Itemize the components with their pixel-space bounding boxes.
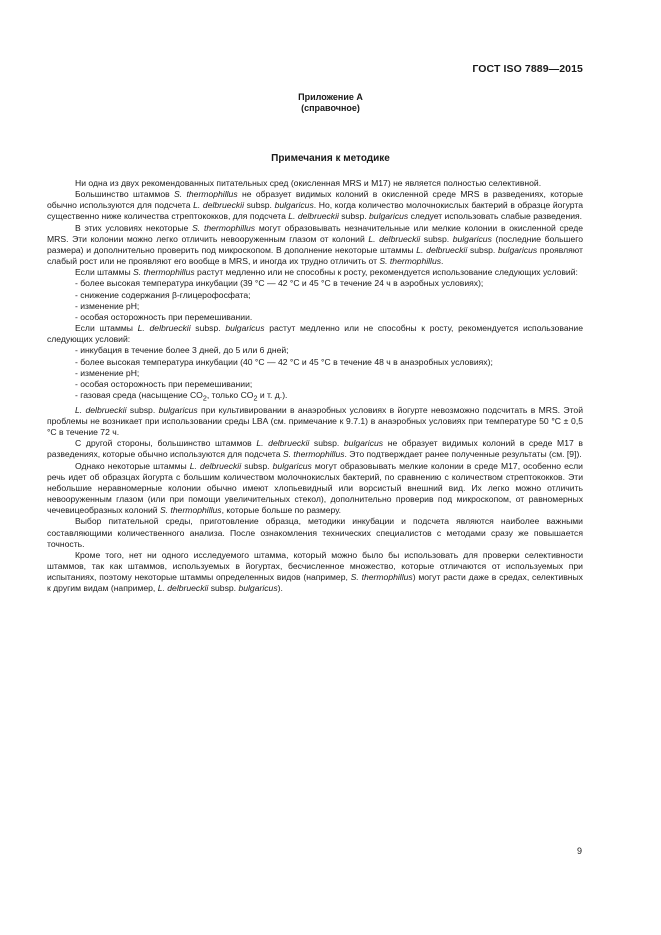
page-number: 9 xyxy=(576,846,582,856)
paragraph-4: Если штаммы S. thermophillus растут медленно или не способны к росту, рекомендуется использование следующих условий: xyxy=(75,267,578,278)
paragraph-10: Кроме того, нет ни одного исследуемого штамма, который можно было бы использовать для проверки селективности штаммов, так как штаммов, используемых в йогуртах, бесчисленное множество, которые отличаются от используемых при испытаниях, поэтому некоторые штаммы определенных видов (например, S. thermophillus) могут расти даже в средах, селективных к другим видам (например, L. delbrueckii subsp. bulgaricus). xyxy=(47,549,583,594)
list-item: - особая осторожность при перемешивании. xyxy=(75,311,253,322)
conditions-list-2 xyxy=(47,345,583,405)
paragraph-6: L. delbrueckii subsp. bulgaricus при культивировании в анаэробных условиях в йогурте невозможно подсчитать в MRS. Этой проблемы не возникает при использовании среды LBA (см. примечание к 9.7.1) в анаэробных условиях при температуре 50 °С ± 0,5 °С в течение 72 ч. xyxy=(47,404,583,438)
standard-header: ГОСТ ISO 7889—2015 xyxy=(472,63,583,75)
list-item: - изменение pH; xyxy=(75,367,140,378)
conditions-list-1 xyxy=(47,278,583,323)
section-title: Примечания к методике xyxy=(271,153,390,164)
list-item: - более высокая температура инкубации (40 °С — 42 °С и 45 °С в течение 48 ч в анаэробных условиях); xyxy=(75,356,493,367)
list-item: - более высокая температура инкубации (39 °С — 42 °С и 45 °С в течение 24 ч в аэробных условиях); xyxy=(75,278,484,289)
list-item: - инкубация в течение более 3 дней, до 5 или 6 дней; xyxy=(75,345,289,356)
annex-title: Приложение А xyxy=(298,92,363,102)
paragraph-3: В этих условиях некоторые S. thermophillus могут образовывать незначительные или мелкие колонии в окисленной среде MRS. Эти колонии можно легко отличить невооруженным глазом от колоний L. delbrueckii subsp. bulgaricus (последние большего размера) и дополнительно проверить под микроскопом. В дополнение некоторые штаммы L. delbrueckii subsp. bulgaricus проявляют слабый рост или не проявляют его вообще в MRS, и иногда их трудно отличить от S. thermophillus. xyxy=(47,222,584,267)
list-item: - снижение содержания β-глицерофосфата; xyxy=(75,289,251,300)
paragraph-1: Ни одна из двух рекомендованных питательных сред (окисленная MRS и M17) не является полностью селективной. xyxy=(75,178,542,188)
paragraph-9: Выбор питательной среды, приготовление образца, методики инкубации и подсчета являются наиболее важными составляющими количественного анализа. После ознакомления технических специалистов с методами сразу же повышается точность. xyxy=(47,516,583,549)
list-item-gas: - газовая среда (насыщение $CO_2$, только $CO_2$ и т. д.). xyxy=(75,389,288,403)
paragraph-5: Если штаммы L. delbrueckii subsp. bulgaricus растут медленно или не способны к росту, рекомендуется использование следующих условий: xyxy=(47,323,583,345)
paragraph-7: С другой стороны, большинство штаммов L. delbrueckii subsp. bulgaricus не образует видимых колоний в среде M17 в разведениях, которые обычно используются для подсчета S. thermophillus. Это подтверждает ранее полученные результаты (см. [9]). xyxy=(47,438,583,460)
list-item: - изменение pH; xyxy=(75,300,140,311)
paragraph-2: Большинство штаммов S. thermophillus не образует видимых колоний в окисленной среде MRS в разведениях, которые обычно используются для подсчета L. delbrueckii subsp. bulgaricus. Но, когда количество молочнокислых бактерий в образце йогурта существенно ниже количества стрептококков, для подсчета L. delbrueckii subsp. bulgaricus следует использовать слабые разведения. xyxy=(47,189,584,222)
paragraph-8: Однако некоторые штаммы L. delbrueckii subsp. bulgaricus могут образовывать мелкие колонии в среде M17, особенно если речь идет об образцах йогурта с большим количеством молочнокислых бактерий, по сравнению с количеством стрептококков. Эти небольшие неравномерные колонии обычно имеют хлопьевидный или ворсистый внешний вид. Их легко можно отличить невооруженным глазом (или при помощи увеличительных стекол), дополнительно проверив под микроскопом, от равномерных чечевицеобразных колоний S. thermophillus, которые больше по размеру. xyxy=(47,460,583,516)
document-body xyxy=(47,178,583,595)
annex-subtitle: (справочное) xyxy=(301,103,360,113)
list-item: - особая осторожность при перемешивании; xyxy=(75,378,253,389)
annex-heading xyxy=(0,92,661,114)
